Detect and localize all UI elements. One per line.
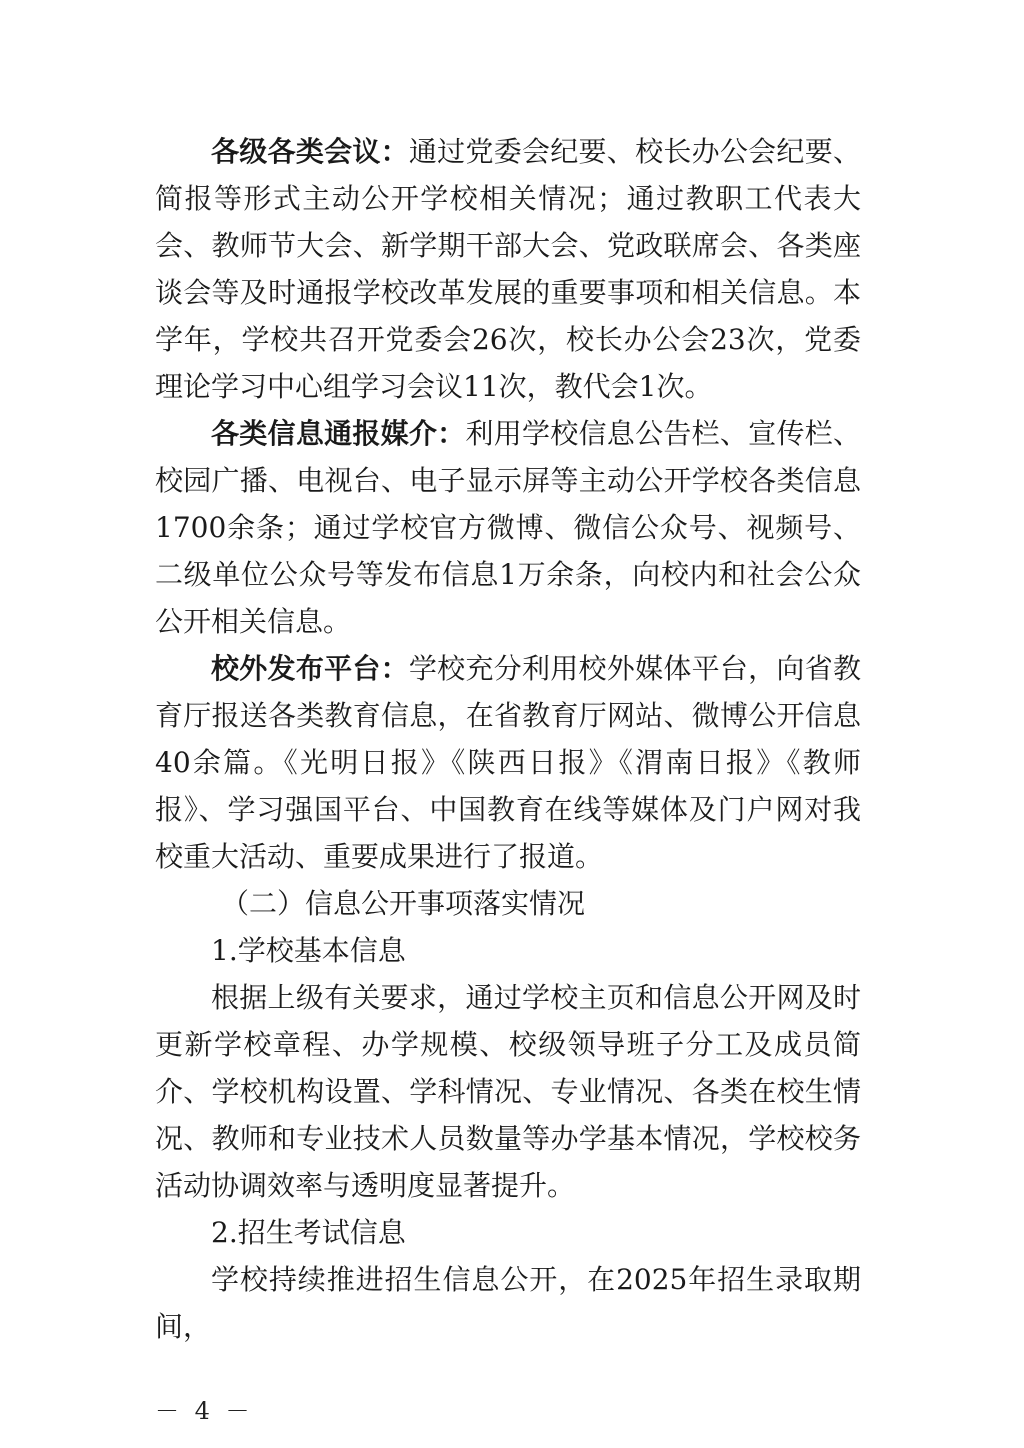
paragraph-lead: 校外发布平台：: [211, 652, 409, 685]
document-body: [155, 128, 861, 1350]
paragraph-lead: 各级各类会议：: [211, 135, 409, 168]
item-text-admissions: 学校持续推进招生信息公开，在2025年招生录取期间，: [155, 1263, 861, 1343]
page-number: － 4 －: [155, 1397, 254, 1425]
paragraph-meetings: [155, 128, 861, 410]
paragraph-text: 利用学校信息公告栏、宣传栏、校园广播、电视台、电子显示屏等主动公开学校各类信息1700余条；通过学校官方微博、微信公众号、视频号、二级单位公众号等发布信息1万余条，向校内和社会公众公开相关信息。: [155, 417, 861, 638]
item-heading-admissions: 2.招生考试信息: [211, 1216, 406, 1249]
paragraph-media: [155, 410, 861, 645]
paragraph-text: 学校充分利用校外媒体平台，向省教育厅报送各类教育信息，在省教育厅网站、微博公开信息40余篇。《光明日报》《陕西日报》《渭南日报》《教师报》、学习强国平台、中国教育在线等媒体及门户网对我校重大活动、重要成果进行了报道。: [155, 652, 861, 873]
item-heading-basic-info: 1.学校基本信息: [211, 934, 406, 967]
section-title: （二）信息公开事项落实情况: [221, 887, 586, 920]
paragraph-text: 通过党委会纪要、校长办公会纪要、简报等形式主动公开学校相关情况；通过教职工代表大会、教师节大会、新学期干部大会、党政联席会、各类座谈会等及时通报学校改革发展的重要事项和相关信息。本学年，学校共召开党委会26次，校长办公会23次，党委理论学习中心组学习会议11次，教代会1次。: [155, 135, 861, 403]
paragraph-lead: 各类信息通报媒介：: [211, 417, 466, 450]
paragraph-external: [155, 645, 861, 880]
item-text-basic-info: 根据上级有关要求，通过学校主页和信息公开网及时更新学校章程、办学规模、校级领导班子分工及成员简介、学校机构设置、学科情况、专业情况、各类在校生情况、教师和专业技术人员数量等办学基本情况，学校校务活动协调效率与透明度显著提升。: [155, 981, 861, 1202]
